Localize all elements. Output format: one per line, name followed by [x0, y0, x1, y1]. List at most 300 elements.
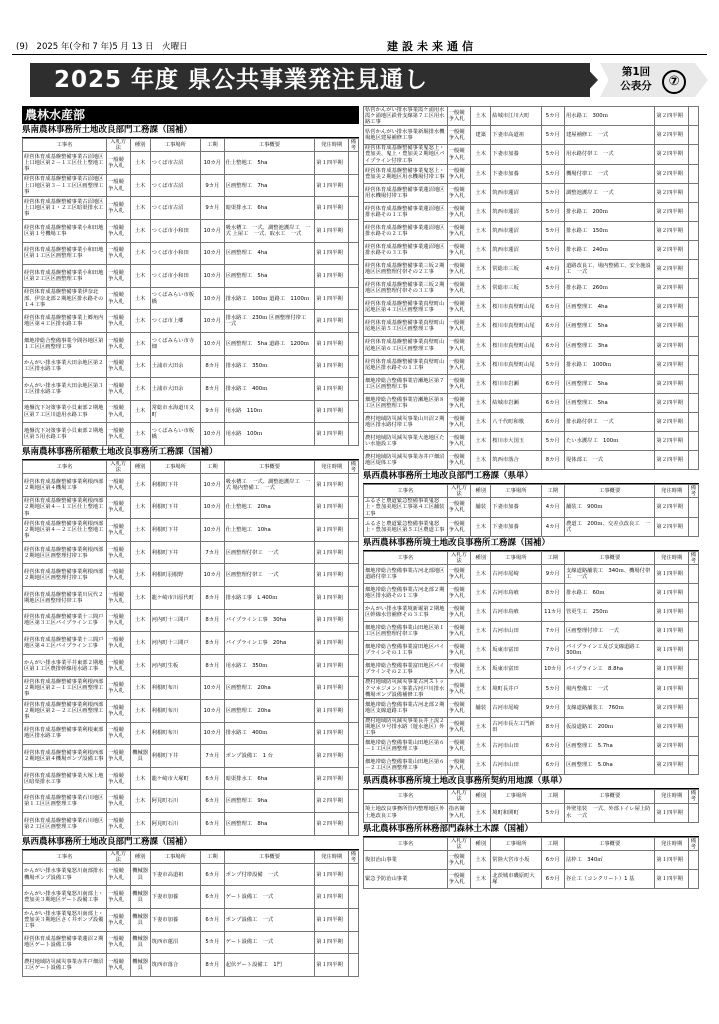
- cell-term: 6カ月: [541, 850, 564, 869]
- cell-summary: 区画整理工 5ha 道路工 1200ｍ: [224, 332, 315, 355]
- cell-place: 筑西市蓮沼: [491, 183, 541, 202]
- cell-timing: 第２四半期: [655, 298, 689, 317]
- cell-term: 5カ月: [541, 355, 564, 374]
- cell-timing: 第１四半期: [315, 722, 349, 745]
- cell-name: 農村地域防災減災事業山川沼２期地区排水路付帯工事: [364, 412, 448, 431]
- cell-summary: 暗渠排水工 6ha: [224, 197, 315, 220]
- cell-term: 6カ月: [541, 393, 564, 412]
- cell-name: 経営体育成基盤整備事業真壁町山尾地区第４工区区画整理工事: [364, 298, 448, 317]
- table-header-row: [364, 790, 699, 803]
- cell-timing: 第１四半期: [655, 803, 689, 822]
- cell-term: 7カ月: [201, 541, 225, 564]
- cell-type: 土木: [471, 107, 491, 126]
- cell-place: 常総市三坂: [491, 260, 541, 279]
- cell-timing: 第１四半期: [315, 954, 349, 977]
- cell-timing: 第２四半期: [315, 813, 349, 836]
- cell-summary: 外壁塗装 一式、外部トイレ屋上防水 一式: [564, 803, 654, 822]
- table-row: [364, 641, 699, 660]
- cell-timing: 第２四半期: [315, 790, 349, 813]
- table-row: [364, 126, 699, 145]
- table-row: [23, 632, 359, 655]
- cell-place: 古河市尾崎: [491, 564, 541, 583]
- cell-method: 一般競争入札: [107, 152, 131, 175]
- table-row: [364, 584, 699, 603]
- cell-note: [348, 700, 358, 723]
- cell-term: 6カ月: [541, 756, 564, 775]
- cell-note: [348, 863, 358, 886]
- cell-method: 一般競争入札: [447, 698, 470, 717]
- cell-type: 土木: [471, 221, 491, 240]
- cell-note: [348, 474, 358, 497]
- cell-timing: 第２四半期: [315, 745, 349, 768]
- cell-summary: 区画整理工 3ha: [564, 336, 654, 355]
- table-row: [364, 298, 699, 317]
- cell-type: 土木: [130, 265, 150, 288]
- cell-timing: 第１四半期: [315, 219, 349, 242]
- cell-term: 9カ月: [541, 698, 564, 717]
- cell-name: 農村地域防災減災事業赤井戸畑沼地区堤体工事: [364, 451, 448, 470]
- project-table: [363, 837, 699, 889]
- column-header: 工期: [201, 139, 225, 152]
- table-row: [23, 219, 359, 242]
- cell-place: つくば市上郷: [150, 310, 200, 333]
- column-header: 工事名: [364, 551, 448, 564]
- column-header: 工事名: [364, 790, 448, 803]
- table-row: [364, 336, 699, 355]
- cell-method: 一般競争入札: [107, 197, 131, 220]
- cell-term: 10カ月: [201, 677, 225, 700]
- cell-note: [688, 355, 698, 374]
- cell-summary: 支線道路舗装工 340ｍ、機場付帯工 一式: [564, 564, 654, 583]
- cell-place: つくば市古沼: [150, 197, 200, 220]
- cell-method: 一般競争入札: [107, 677, 131, 700]
- cell-name: かんがい排水事業鬼怒川南部上・豊加美３期地区ゲート設備工事: [23, 886, 107, 909]
- cell-place: 下妻市加養: [491, 498, 541, 517]
- cell-place: 下妻市高道祖: [491, 126, 541, 145]
- cell-name: 経営体育成基盤整備事業石川地区第１工区区画整理工事: [23, 790, 107, 813]
- cell-summary: 場内整備工 一式: [564, 679, 654, 698]
- column-header: 種別: [130, 850, 150, 863]
- cell-note: [348, 790, 358, 813]
- cell-note: [688, 374, 698, 393]
- cell-type: 土木: [130, 767, 150, 790]
- cell-note: [688, 641, 698, 660]
- cell-method: 一般競争入札: [447, 221, 470, 240]
- cell-timing: 第２四半期: [655, 202, 689, 221]
- cell-type: 土木: [130, 423, 150, 446]
- cell-term: 10カ月: [201, 423, 225, 446]
- cell-term: 8カ月: [201, 355, 225, 378]
- cell-place: つくばみらい市寺畑: [150, 332, 200, 355]
- cell-place: 利根町下井: [150, 474, 200, 497]
- cell-place: 古河市山田: [491, 756, 541, 775]
- column-header: 工期: [541, 790, 564, 803]
- cell-place: つくば市古沼: [150, 152, 200, 175]
- cell-summary: パイプライン工及び支線道路工 300ｍ: [564, 641, 654, 660]
- column-header: 工事概要: [564, 790, 654, 803]
- cell-note: [688, 869, 698, 888]
- cell-note: [688, 298, 698, 317]
- cell-note: [348, 587, 358, 610]
- table-row: [23, 609, 359, 632]
- cell-timing: 第２四半期: [655, 756, 689, 775]
- cell-name: 経営体育成基盤整備事業大塚上地区暗渠排水工事: [23, 767, 107, 790]
- cell-timing: 第１四半期: [315, 677, 349, 700]
- cell-timing: 第２四半期: [655, 517, 689, 536]
- cell-term: 5カ月: [541, 679, 564, 698]
- column-header: 発注時期: [315, 139, 349, 152]
- cell-note: [688, 584, 698, 603]
- cell-name: 農村地域防災減災事業大池地区たい水施設工事: [364, 431, 448, 450]
- cell-note: [348, 564, 358, 587]
- cell-name: 経営体育成基盤整備事業真壁町山尾地区排水路その１工事: [364, 355, 448, 374]
- cell-name: 畑地帯総合整備事業古河北部２期地区支線道路工事: [364, 698, 448, 717]
- cell-name: 経営体育成基盤整備事業三坂２期地区区画整理付帯その３工事: [364, 279, 448, 298]
- cell-timing: 第２四半期: [655, 393, 689, 412]
- cell-name: 経営体育成基盤整備事業小和田地区第１工区区画整理工事: [23, 242, 107, 265]
- cell-method: 一般競争入札: [447, 660, 470, 679]
- column-header: 工事場所: [150, 460, 200, 473]
- column-header: 工事場所: [491, 837, 541, 850]
- cell-summary: 排水路工 260ｍ: [564, 279, 654, 298]
- table-header-row: [364, 551, 699, 564]
- table-row: [364, 756, 699, 775]
- cell-summary: 用水路工 350ｍ: [224, 654, 315, 677]
- cell-type: 土木: [130, 496, 150, 519]
- cell-method: 一般競争入札: [447, 317, 470, 336]
- cell-place: 下妻市加養: [491, 164, 541, 183]
- cell-name: 経営体育成基盤整備事業利根東部地区排水路工事: [23, 722, 107, 745]
- column-header: 工事場所: [150, 850, 200, 863]
- cell-place: 利根町下井: [150, 745, 200, 768]
- cell-method: 一般競争入札: [107, 219, 131, 242]
- cell-summary: 区画整理工 8ha: [224, 813, 315, 836]
- cell-summary: 農道工 200ｍ、交差点改良工 一式: [564, 517, 654, 536]
- cell-summary: 区画整理工 20ha: [224, 677, 315, 700]
- cell-term: 9カ月: [201, 197, 225, 220]
- cell-summary: ポンプ付帯設備 一式: [224, 863, 315, 886]
- project-table: [22, 460, 359, 836]
- cell-timing: 第１四半期: [315, 609, 349, 632]
- department-heading: 農林水産部: [22, 106, 359, 124]
- cell-type: 土木: [471, 584, 491, 603]
- cell-timing: 第１四半期: [315, 174, 349, 197]
- cell-term: 8カ月: [201, 632, 225, 655]
- column-header: 種別: [471, 551, 491, 564]
- cell-place: 下妻市加養: [491, 517, 541, 536]
- cell-summary: 排水路付帯工 一式: [564, 412, 654, 431]
- table-row: [23, 378, 359, 401]
- cell-summary: 排水路工事 L 400ｍ: [224, 587, 315, 610]
- cell-term: 10カ月: [201, 310, 225, 333]
- cell-place: 桜川市岩瀬: [491, 374, 541, 393]
- cell-note: [348, 332, 358, 355]
- cell-place: 利根町布川: [150, 700, 200, 723]
- cell-timing: 第１四半期: [315, 654, 349, 677]
- column-header: 入札方法: [107, 139, 131, 152]
- cell-note: [688, 850, 698, 869]
- cell-name: 経営体育成基盤整備事業利根西部２期地区第２－２工区区画整理工事: [23, 700, 107, 723]
- cell-note: [688, 221, 698, 240]
- cell-name: 経営体育成基盤整備事業小和田地区第２工区区画整理工事: [23, 265, 107, 288]
- column-header: 入札方法: [107, 460, 131, 473]
- cell-place: 河内町十三間戸: [150, 609, 200, 632]
- table-row: [23, 332, 359, 355]
- project-table: [363, 106, 699, 470]
- banner-arrow-shape: [582, 63, 598, 97]
- cell-method: 一般競争入札: [447, 183, 470, 202]
- table-row: [364, 221, 699, 240]
- cell-name: 経営体育成基盤整備事業鬼怒上・豊加美２期地区用水機場付帯工事: [364, 164, 448, 183]
- cell-place: 龍ケ崎市大塚町: [150, 767, 200, 790]
- cell-summary: ゲート設備工 一式: [224, 931, 315, 954]
- cell-method: 一般競争入札: [447, 498, 470, 517]
- cell-type: 土木: [130, 541, 150, 564]
- cell-place: 結城市江川大町: [491, 107, 541, 126]
- table-row: [23, 541, 359, 564]
- cell-timing: 第１四半期: [315, 564, 349, 587]
- cell-term: 10カ月: [201, 287, 225, 310]
- cell-type: 土木: [471, 355, 491, 374]
- cell-note: [348, 355, 358, 378]
- cell-name: かんがい排水事業境新堀第２期地区幹線水管補修その３工事: [364, 603, 448, 622]
- cell-summary: 機場付帯工 一式: [564, 164, 654, 183]
- cell-timing: 第２四半期: [655, 698, 689, 717]
- cell-method: 一般競争入札: [447, 241, 470, 260]
- cell-note: [688, 431, 698, 450]
- cell-place: 利根町羽根野: [150, 564, 200, 587]
- column-header: 工事概要: [224, 460, 315, 473]
- cell-place: 古河市山田: [491, 737, 541, 756]
- cell-type: 土木: [130, 174, 150, 197]
- cell-method: 一般競争入札: [107, 954, 131, 977]
- cell-note: [688, 202, 698, 221]
- table-row: [364, 451, 699, 470]
- cell-summary: 管更生工 250ｍ: [564, 603, 654, 622]
- cell-timing: 第１四半期: [655, 584, 689, 603]
- cell-method: 一般競争入札: [107, 355, 131, 378]
- cell-term: 6カ月: [201, 767, 225, 790]
- column-header: 工期: [201, 850, 225, 863]
- cell-note: [688, 164, 698, 183]
- cell-name: 復旧治山事業: [364, 850, 448, 869]
- cell-place: 利根町下井: [150, 541, 200, 564]
- cell-place: 桜川市真壁町山尾: [491, 317, 541, 336]
- cell-note: [688, 317, 698, 336]
- cell-name: 地盤沈下対策事業小貝東部２期地区第７工区川道用水路工事: [23, 400, 107, 423]
- cell-timing: 第１四半期: [315, 378, 349, 401]
- cell-timing: 第１四半期: [655, 564, 689, 583]
- cell-type: 土木: [471, 564, 491, 583]
- table-row: [23, 287, 359, 310]
- project-table: [22, 138, 359, 446]
- cell-name: 境土地改良事務所管内整理地区外土地改良工事: [364, 803, 448, 822]
- table-row: [364, 603, 699, 622]
- cell-timing: 第１四半期: [315, 863, 349, 886]
- column-header: 工事名: [364, 837, 448, 850]
- cell-term: 9カ月: [201, 400, 225, 423]
- cell-summary: 仕上整地工 20ha: [224, 496, 315, 519]
- column-header: 発注時期: [315, 850, 349, 863]
- cell-type: 土木: [471, 660, 491, 679]
- cell-timing: 第１四半期: [315, 931, 349, 954]
- cell-summary: 排水路工 60ｍ: [564, 584, 654, 603]
- cell-name: 経営体育成基盤整備事業真壁町山尾地区第６工区区画整理工事: [364, 336, 448, 355]
- cell-method: 一般競争入札: [107, 931, 131, 954]
- cell-timing: 第１四半期: [655, 603, 689, 622]
- cell-type: 機械器具: [130, 886, 150, 909]
- cell-method: 一般競争入札: [447, 451, 470, 470]
- cell-summary: 区画整理工 7ha: [224, 174, 315, 197]
- cell-note: [348, 745, 358, 768]
- page-header: [12, 40, 707, 55]
- cell-place: つくば市小和田: [150, 265, 200, 288]
- cell-summary: 用水路工 300ｍ: [564, 107, 654, 126]
- cell-method: 一般競争入札: [107, 310, 131, 333]
- cell-place: 結城市岩瀬: [491, 393, 541, 412]
- cell-method: 一般競争入札: [447, 717, 470, 736]
- cell-place: 境町和関町: [491, 803, 541, 822]
- cell-summary: 仮設道路工 200ｍ: [564, 717, 654, 736]
- cell-name: 経営体育成基盤整備事業上郷角内地区第４工区排水路工事: [23, 310, 107, 333]
- cell-term: 9カ月: [541, 564, 564, 583]
- cell-timing: 第１四半期: [655, 660, 689, 679]
- cell-place: 河内町十三間戸: [150, 632, 200, 655]
- cell-name: 農村地域防災減災事業赤井戸畑沼工区ゲート設備工事: [23, 954, 107, 977]
- table-row: [364, 517, 699, 536]
- cell-timing: 第１四半期: [315, 152, 349, 175]
- cell-note: [348, 287, 358, 310]
- cell-type: 土木: [130, 587, 150, 610]
- cell-summary: 区画整理工 9ha: [224, 790, 315, 813]
- section-title: 県西農林事務所土地改良部門工務課（県単）: [363, 470, 699, 484]
- cell-type: 土木: [471, 241, 491, 260]
- cell-note: [348, 174, 358, 197]
- cell-place: 境町長井戸: [491, 679, 541, 698]
- cell-place: 利根町布川: [150, 722, 200, 745]
- cell-method: 一般競争入札: [107, 908, 131, 931]
- cell-type: 土木: [130, 700, 150, 723]
- table-header-row: [23, 139, 359, 152]
- cell-term: 6カ月: [201, 790, 225, 813]
- cell-timing: 第１四半期: [315, 265, 349, 288]
- cell-summary: 排水路工 400ｍ: [224, 722, 315, 745]
- cell-type: 機械器具: [130, 863, 150, 886]
- cell-note: [688, 393, 698, 412]
- cell-term: 10カ月: [201, 496, 225, 519]
- cell-note: [348, 609, 358, 632]
- column-header: 工事名: [23, 850, 107, 863]
- cell-name: 畑地帯総合整備事業山田地区第６－２工区区画整理工事: [364, 756, 448, 775]
- cell-timing: 第１四半期: [315, 242, 349, 265]
- table-row: [364, 355, 699, 374]
- cell-term: 10カ月: [201, 242, 225, 265]
- cell-timing: 第２四半期: [655, 336, 689, 355]
- cell-name: 畑地帯総合整備事業山田地区第６－１工区区画整理工事: [364, 737, 448, 756]
- cell-type: 土木: [130, 332, 150, 355]
- cell-name: かんがい排水事業鬼怒川南部上・豊加美３期地区さく井ポンプ設備工事: [23, 908, 107, 931]
- cell-name: 畑地帯総合整備事業古河北部２期地区排水路その１工事: [364, 584, 448, 603]
- cell-type: 土木: [471, 641, 491, 660]
- cell-method: 一般競争入札: [107, 474, 131, 497]
- table-row: [364, 183, 699, 202]
- column-header: 備考: [348, 460, 358, 473]
- cell-method: 一般競争入札: [447, 202, 470, 221]
- cell-timing: 第２四半期: [655, 717, 689, 736]
- cell-name: 農村地域防災減災事業古河ストックマネジメント事業古河戸川排水機場ポンプ設備補修工事: [364, 679, 448, 698]
- cell-type: 機械器具: [130, 908, 150, 931]
- cell-method: 一般競争入札: [107, 332, 131, 355]
- cell-term: 4カ月: [541, 260, 564, 279]
- table-row: [364, 869, 699, 888]
- cell-note: [688, 717, 698, 736]
- badge-line1: 第1回: [621, 66, 651, 78]
- table-row: [23, 152, 359, 175]
- cell-type: 土木: [130, 519, 150, 542]
- cell-term: 10カ月: [541, 660, 564, 679]
- cell-type: 土木: [471, 737, 491, 756]
- cell-summary: 支線道路舗装工 760ｍ: [564, 698, 654, 717]
- cell-summary: パイプライン工 8.8ha: [564, 660, 654, 679]
- table-row: [23, 931, 359, 954]
- cell-term: 6カ月: [541, 317, 564, 336]
- cell-name: 経営体育成基盤整備事業十三間戸地区第４工区パイプライン工事: [23, 632, 107, 655]
- cell-type: 土木: [471, 431, 491, 450]
- cell-note: [348, 722, 358, 745]
- table-row: [364, 107, 699, 126]
- table-row: [364, 164, 699, 183]
- cell-timing: 第２四半期: [655, 279, 689, 298]
- cell-method: 一般競争入札: [447, 517, 470, 536]
- table-row: [23, 908, 359, 931]
- cell-type: 機械器具: [130, 954, 150, 977]
- column-header: 工事場所: [491, 790, 541, 803]
- issue-number-circle: ⑦: [662, 70, 686, 94]
- cell-timing: 第２四半期: [315, 767, 349, 790]
- cell-name: 畑地帯総合整備事業古河北部地区道路付帯工事: [364, 564, 448, 583]
- cell-method: 一般競争入札: [107, 632, 131, 655]
- cell-term: 10カ月: [201, 722, 225, 745]
- column-header: 種別: [130, 460, 150, 473]
- cell-timing: 第２四半期: [655, 221, 689, 240]
- cell-note: [688, 451, 698, 470]
- cell-term: 6カ月: [541, 737, 564, 756]
- table-row: [364, 498, 699, 517]
- cell-note: [348, 541, 358, 564]
- cell-method: 一般競争入札: [447, 564, 470, 583]
- cell-place: 河内町生板: [150, 654, 200, 677]
- column-header: 工期: [201, 460, 225, 473]
- cell-term: 7カ月: [201, 745, 225, 768]
- cell-type: 土木: [471, 603, 491, 622]
- cell-summary: ゲート設備工 一式: [224, 886, 315, 909]
- cell-name: 経営体育成基盤整備事業蓮沼地区排水路その３工事: [364, 241, 448, 260]
- cell-term: 5カ月: [541, 221, 564, 240]
- cell-summary: 吸水槽工 一式、調整池護岸工 一式 場内整備工 一式: [224, 474, 315, 497]
- issue-badge-label: [616, 65, 656, 93]
- cell-note: [688, 145, 698, 164]
- cell-name: 経営体育成基盤整備事業利根西部２期地区第４－２工区仕上整地工事: [23, 519, 107, 542]
- table-row: [23, 954, 359, 977]
- cell-name: かんがい排水事業大田余地区第２工区排水路工事: [23, 355, 107, 378]
- cell-note: [348, 242, 358, 265]
- table-row: [364, 717, 699, 736]
- cell-term: 4カ月: [541, 517, 564, 536]
- cell-place: 下妻市加養: [150, 886, 200, 909]
- cell-term: 6カ月: [201, 886, 225, 909]
- cell-summary: 仕上整地工 10ha: [224, 519, 315, 542]
- column-header: 入札方法: [447, 790, 470, 803]
